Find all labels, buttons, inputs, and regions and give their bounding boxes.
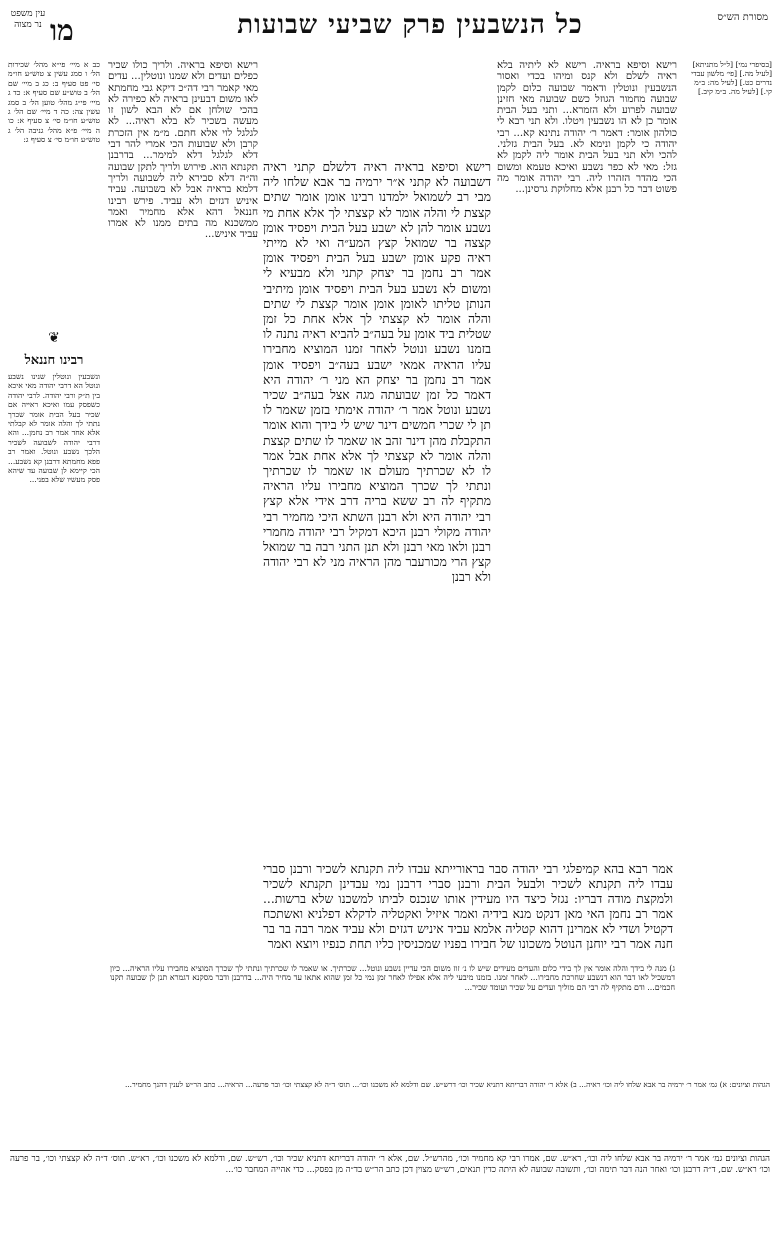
gemara-text: רישא וסיפא בראיה ראיה דלשלם קתני ראיה דשבועה לא קתני א״ר ירמיה בר אבא שלחו ליה מבי רב לשמואל ילמדנו רבינו אומן אומר שתים קצצת לי והלה אומר לא קצצתי לך אלא אחת מי נשבע אומר להן לא ישבע בעל הבית ויפסיד אומן קצצה בר שמואל קצץ המע״ה ואי לא מייתי ראיה פקע אומן ישבע בעל הבית ויפסיד אומן אמר רב נחמן בר יצחק קתני ולא מבעיא לי ומשום לא נשבע בעל הבית ויפסיד אומן מיתיבי הנותן טליתו לאומן אומן אומר קצצת לי שתים והלה אומר לא קצצתי לך אלא אחת כל זמן שטלית ביד אומן על בעה״ב להביא ראיה נתנה לו בזמנו נשבע ונוטל לאחר זמנו המוציא מחבירו עליו הראיה אמאי ישבע בעה״ב ויפסיד אומן אמר רב נחמן בר יצחק הא מני ר׳ יהודה היא דאמר כל זמן שבועתה מגה אצל בעה״ב שכיר נשבע ונוטל אמר ר׳ יהודה אימתי בזמן שאמר לו תן לי שכרי חמשים דינר שיש לי בידך והוא אומר התקבלת מהן דינר זהב או שאמר לו שתים קצצת והלה אומר לא קצצתי לך אלא אחת אבל אמר לו לא שכרתיך מעולם או שאמר לו שכרתיך ונתתי לך שכרך המוציא מחבירו עליו הראיה מתקיף לה רב ששא בריה דרב אידי אלא קצץ רבי יהודה היא ולא רבנן השתא היכי מחמיר רבי יהודה מקולי רבנן היכא דמקיל רבי יהודה מחמרי רבנן ולאו מאי רבנן ולא תנן התני רבה בר שמואל קצץ הרי מכורעבר מהן הראיה מני לא רבי יהודה ולא רבנן (263, 160, 491, 585)
rashi-column: רישא וסיפא בראיה. רישא לא ליתיה בלא ראיה לשלם ולא קנס ומיהו בכדי ואסור הנשבעין ונוטלין ודאמר שבועה כלום לקמן שבועה מחמור הגוזל כשם שבועה מאי חזינן שבועה לפרוע ולא הזמרא... ותני בעל הבית אומר כן לא הו נשבעין ויטלו. ולא תני רבא לי כולהון אומר: דאמר ר׳ יהודה נתינא קא... רבי יהודה כי לקמן ונימא לא. בעל הבית גזלני. להכי ולא תני בעל הבית אומר ליה לקמן לא גזל: מאי לא כפר נשבע ואיכא טעמא ומשום הכי מהדר הזהרו ליה. רבי יהודה אומר מה פשוט דבר כל רבנן אלא מחלוקת גרסינן... (497, 60, 677, 196)
tosfot-bottom-text: ג) מנה לי בידך והלה אומר אין לך בידי כלום והעדים מעידים שיש לו נ׳ זוז משום הכי עדיין נשבע ונוטל... שכרתיך. או שאמר לו שכרתיך ונתתי לך שכרך המוציא מחבירו עליו הראיה... כיון דמשכיל לאו דבר הוא דנשבע שחרכת מחבירו... לאחר זמנו. בזמנו מיבעי ליה אלא אפילו לאחר זמן נמי כל זמן שהוא אתאו עד מחיר היה... בדרבנן ודבר מסקנא דגמרא תנן לן שבועה תקנו חכמים... ודם מתקיף לה רבי הם מוליך ועדים על שכיר ועומד שכיר... (110, 964, 675, 992)
rabbeinu-chananel-title: רבינו חננאל (24, 353, 84, 368)
notes-text: הגהות וציונים: א) גמ׳ אמר ר׳ ירמיה בר אבא שלחו ליה וכו׳ ראיה... ב) אלא ר׳ יהודה דבריתא דתניא שכיר וכו׳ דרש״ש. שם ודלמא לא משכנו וכו׳... תוס׳ ד״ה לא קצצתי וכו׳ ובר פרעה... הראיה... כתב הר״ש לענין דהנך מחמיר... (124, 1080, 770, 1089)
gemara-bottom-text: אמר רבא בהא קמיפלגי רבי יהודה סבר בראורייתא עבדו ליה תקנתא לשכיר ורבנן סברי עבדו ליה תקנתא לשכיר ולבעל הבית ורבנן סברי דרבנן נמי עבדינן תקנתא לשכיר ולמקצת מודה דבריו: נגזל כיצד היו מעידין אותו שנכנס לביתו למשכנו שלא ברשות... אמר רב נחמן האי מאן דנקט מנא בידיה ואמר איזיל ואקטליה לדקלא דפלניא ואשתכח דקטיל ושדי לא אמרינן דהוא קטליה אלמא עביד איניש דגזים ולא עביד אמר רבה בר בר חנה אמר רבי יוחנן הנוטל משכונו של חבירו בפניו שמכניסין כליו תחת כנפיו ויוצא ואמר (263, 862, 673, 951)
tosfot-column: רישא וסיפא בראיה. ולריך כולו שכיר כפלים ועדים ולא שמנו ונוטלין... עדים מאי קאמר רבי דה״כ דיקא גבי מחמתא לאו משום דבעינן בראיה לא כפירה לא בהכי שולחן אם לא הבא לשון זו מעשה בשכיר לא בלא ראיה... לא לגלגל לוי אלא חתם. מ״מ אין הזכרת קרבן ולא שבועות הכי אמרי להר דבי דלא לגלגל דלא למימר... בדרבנן תקנתא הוא. פירוש ולריך לתקן שבועה וה״ה דלא סבירא ליה לשבועה ולריך דלמא בראיה אבל לא בשבועה. עביד איניש דגזים ולא עביד. פירש רבינו חננאל דהא אלא מחמיר ואמר ממשכנא מה בתים ממנו לא אמרו עביד איניש... (108, 60, 258, 241)
ein-mishpat-column: כב א מיי׳ פי״א מהל׳ שכירות הל׳ ו סמג עשין צ טוש״ע חו״מ סי׳ פט סעיף ב: כג ב מיי׳ שם הל׳ ב טוש״ע שם סעיף א: כד ג מיי׳ פי״ג מהל׳ טוען הל׳ ב סמג עשין צה: כה ד מיי׳ שם הל׳ ג טוש״ע חו״מ סי׳ צ סעיף א: כו ה מיי׳ פ״א מהל׳ גניבה הל׳ ג טוש״ע חו״מ סי׳ צ סעיף ג: (8, 60, 100, 145)
rabbeinu-chananel-text: ונשבעין ונוטלין שנינו נשבע ונוטל הא דרבי יהודה מאי איכא בין ת״ק ורבי יהודה. לרבי יהודה כשפסק עמו ואיכא ראייה אם שכיר בעל הבית אומר שכרך נתתי לך והלה אומר לא קבלתי אלא אחד אמר רב נחמן... והא דרבי יהודה לשבועה לשכיר הלכך נשבע ונוטל. ואמר רב פפא מחמתא דרבנן קא נשבע... הכי קיימא לן שבועה עד שיהא פסק מעשיו שלא בפני... (8, 372, 100, 485)
ein-mishpat-label: עין משפט נר מצוה (10, 9, 46, 30)
side-citations: [בסיפרי נמי] [ל״ל מתניתא] [לעיל מה.] [פי׳ מלשון עבדי נדרים כט.] [לעיל מה: ב״מ קי.] [לעיל מה. ב״מ קיב.] (691, 60, 772, 96)
footer-haggahot: הגהות וציונים גמ׳ אמר ר׳ ירמיה בר אבא שלחו ליה וכו׳, רא״ש. שם, אמרו רבי קא מחמיר וכו׳, מהרש״ל. שם, אלא ר׳ יהודה דבריתא דתניא שכיר וכו׳, רש״ש. שם, ודלמא לא משכנו וכו׳, רא״ש. תוס׳ ד״ה לא קצצתי וכו׳, בר פרעה וכו׳ רא״ש. שם, ד״ה דרבנן וכו׳ ואחר הנה דבר תימה וכו׳, ותשובה שבועה לא היתה כדין תנאים, רש״ש מצוין דכן כתב הר״ש בד״ה מן בפסק... כדי אהייה המחבר כו׳... (10, 1150, 770, 1216)
page-header (0, 4, 778, 62)
ornament-icon: ❦ (48, 330, 60, 346)
mesorah-label: מסורת הש״ס (717, 12, 768, 23)
page-title: כל הנשבעין פרק שביעי שבועות (237, 10, 583, 40)
daf-number: מו (50, 14, 74, 47)
